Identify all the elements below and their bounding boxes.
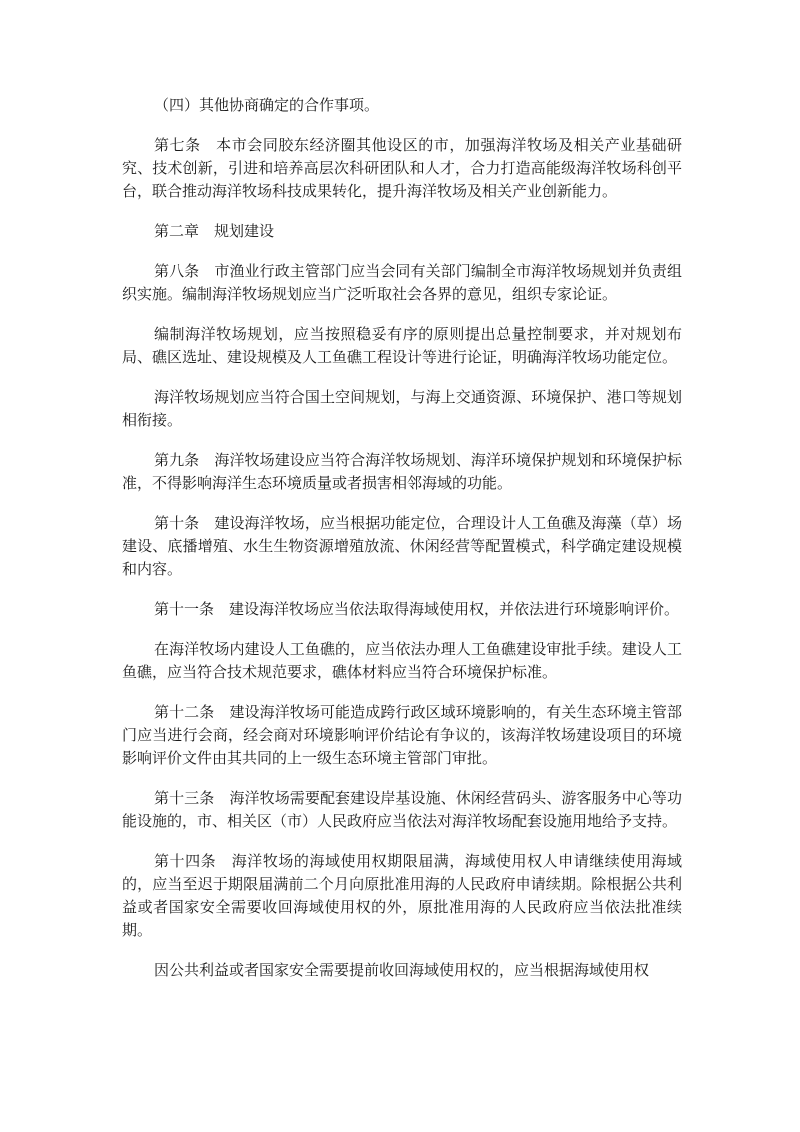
article-8-paragraph: 第八条 市渔业行政主管部门应当会同有关部门编制全市海洋牧场规划并负责组织实施。编制海洋牧场规划应当广泛听取社会各界的意见，组织专家论证。 [122, 262, 682, 303]
article-14-paragraph-2: 因公共利益或者国家安全需要提前收回海域使用权的，应当根据海域使用权 [154, 961, 650, 979]
article-10-paragraph: 第十条 建设海洋牧场，应当根据功能定位，合理设计人工鱼礁及海藻（草）场建设、底播增殖、水生生物资源增殖放流、休闲经营等配置模式，科学确定建设规模和内容。 [122, 514, 682, 578]
article-8-paragraph-2: 编制海洋牧场规划，应当按照稳妥有序的原则提出总量控制要求，并对规划布局、礁区选址、建设规模及人工鱼礁工程设计等进行论证，明确海洋牧场功能定位。 [122, 325, 682, 366]
article-13-paragraph: 第十三条 海洋牧场需要配套建设岸基设施、休闲经营码头、游客服务中心等功能设施的，市、相关区（市）人民政府应当依法对海洋牧场配套设施用地给予支持。 [122, 789, 682, 830]
article-14-paragraph: 第十四条 海洋牧场的海域使用权期限届满，海域使用权人申请继续使用海域的，应当至迟于期限届满前二个月向原批准用海的人民政府申请续期。除根据公共利益或者国家安全需要收回海域使用权的外，原批准用海的人民政府应当依法批准续期。 [122, 852, 682, 939]
chapter-2-heading: 第二章 规划建设 [154, 222, 275, 240]
document-body [122, 94, 682, 999]
article-8-paragraph-3: 海洋牧场规划应当符合国土空间规划，与海上交通资源、环境保护、港口等规划相衔接。 [122, 388, 682, 429]
article-11-paragraph: 第十一条 建设海洋牧场应当依法取得海域使用权，并依法进行环境影响评价。 [154, 600, 680, 618]
article-9-paragraph: 第九条 海洋牧场建设应当符合海洋牧场规划、海洋环境保护规划和环境保护标准，不得影响海洋生态环境质量或者损害相邻海域的功能。 [122, 451, 682, 492]
article-7-paragraph: 第七条 本市会同胶东经济圈其他设区的市，加强海洋牧场及相关产业基础研究、技术创新，引进和培养高层次科研团队和人才，合力打造高能级海洋牧场科创平台，联合推动海洋牧场科技成果转化，提升海洋牧场及相关产业创新能力。 [122, 136, 682, 200]
article-11-paragraph-2: 在海洋牧场内建设人工鱼礁的，应当依法办理人工鱼礁建设审批手续。建设人工鱼礁，应当符合技术规范要求，礁体材料应当符合环境保护标准。 [122, 640, 682, 681]
article-12-paragraph: 第十二条 建设海洋牧场可能造成跨行政区域环境影响的，有关生态环境主管部门应当进行会商，经会商对环境影响评价结论有争议的，该海洋牧场建设项目的环境影响评价文件由其共同的上一级生态环境主管部门审批。 [122, 703, 682, 767]
paragraph-item-4: （四）其他协商确定的合作事项。 [154, 96, 380, 114]
